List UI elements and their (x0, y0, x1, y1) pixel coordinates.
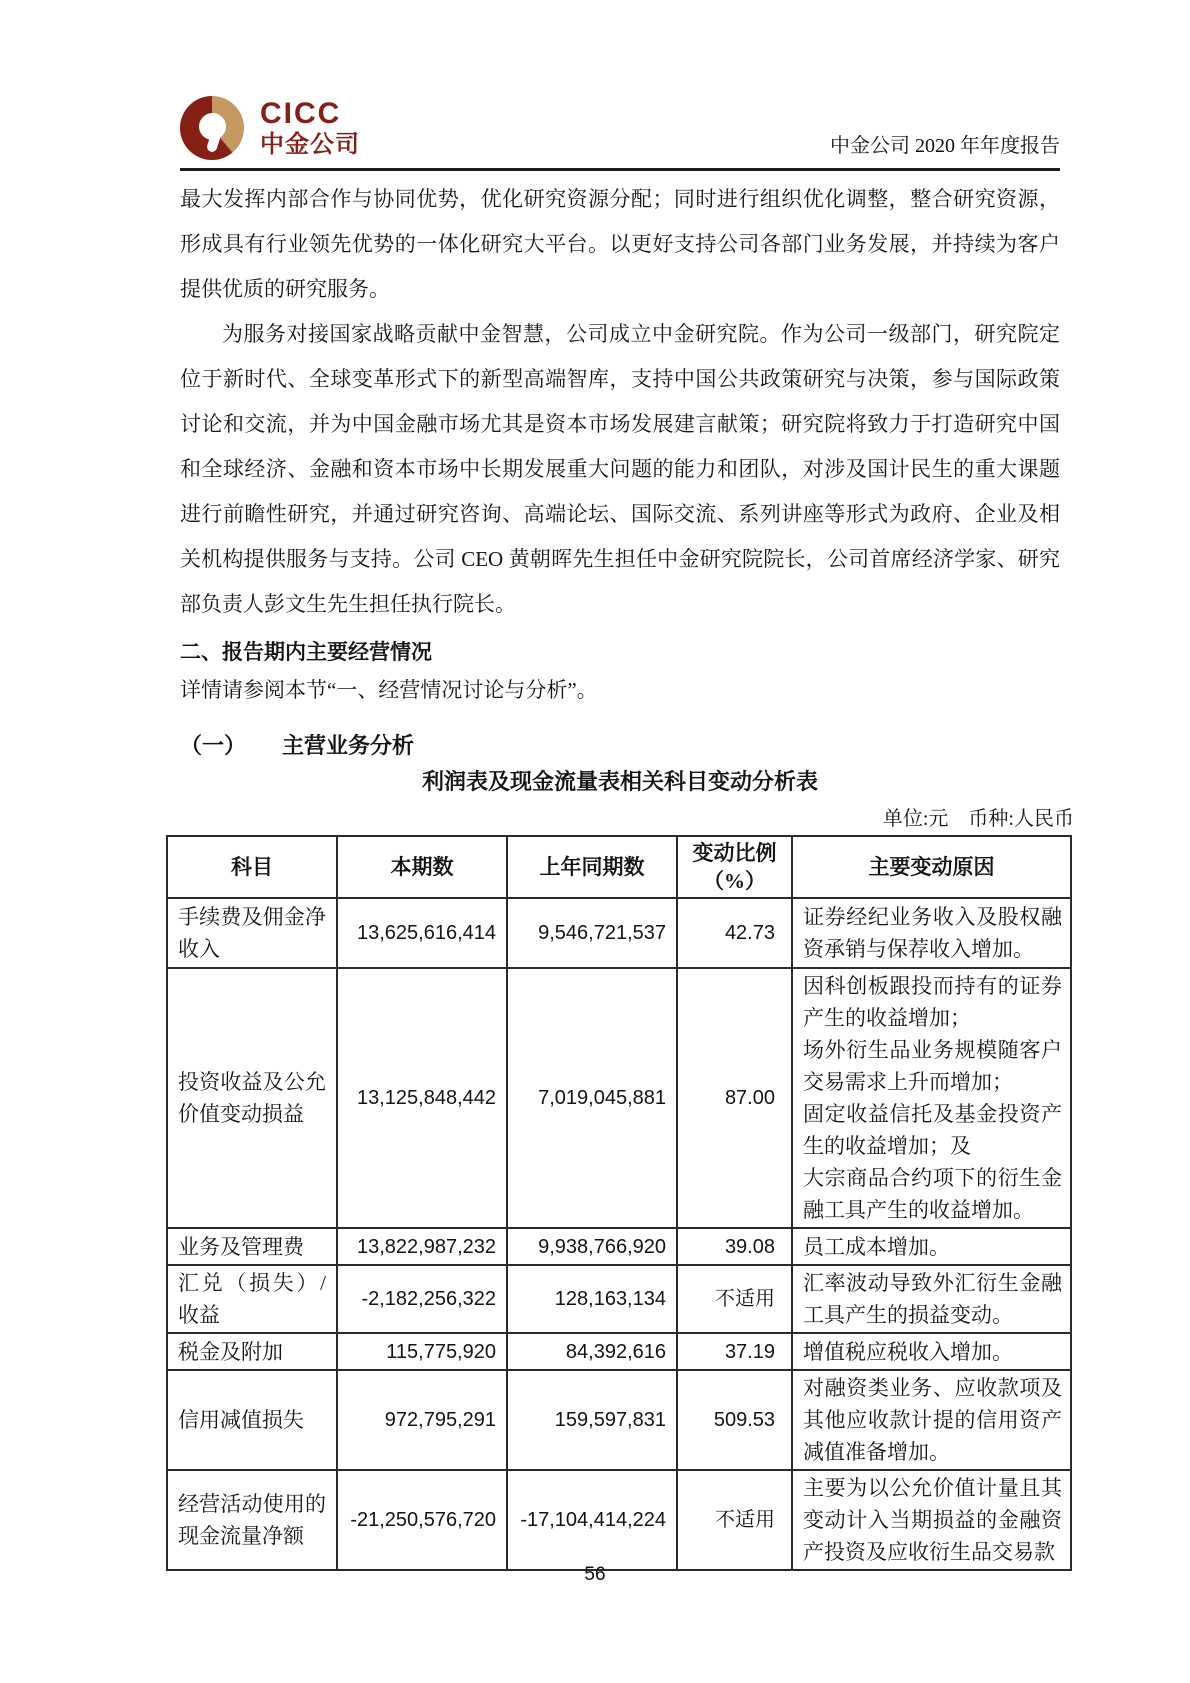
cicc-logo-icon (180, 96, 244, 160)
reason-line: 大宗商品合约项下的衍生金融工具产生的收益增加。 (803, 1166, 1062, 1222)
cicc-logo-text (260, 99, 360, 157)
reason-line: 主要为以公允价值计量且其变动计入当期损益的金融资产投资及应收衍生品交易款 (803, 1476, 1062, 1564)
cell-change: 509.53 (677, 1370, 792, 1470)
paragraph-cicc-research-institute: 为服务对接国家战略贡献中金智慧，公司成立中金研究院。作为公司一级部门，研究院定位于新时代、全球变革形式下的新型高端智库，支持中国公共政策研究与决策，参与国际政策讨论和交流，并为中国金融市场尤其是资本市场发展建言献策；研究院将致力于打造研究中国和全球经济、金融和资本市场中长期发展重大问题的能力和团队，对涉及国计民生的重大课题进行前瞻性研究，并通过研究咨询、高端论坛、国际交流、系列讲座等形式为政府、企业及相关机构提供服务与支持。公司 CEO 黄朝晖先生担任中金研究院院长，公司首席经济学家、研究部负责人彭文生先生担任执行院长。 (180, 322, 1060, 616)
table-row (167, 968, 1071, 1228)
cell-reason (792, 1265, 1071, 1333)
logo-text-cn: 中金公司 (260, 131, 360, 158)
col-header-item: 科目 (167, 836, 337, 898)
analysis-table-wrap (166, 835, 1060, 1571)
cell-reason (792, 1370, 1071, 1470)
section-note: 详情请参阅本节“一、经营情况讨论与分析”。 (180, 678, 598, 702)
cell-item: 信用减值损失 (167, 1370, 337, 1470)
reason-line: 证券经纪业务收入及股权融资承销与保荐收入增加。 (803, 905, 1062, 961)
page-header (180, 86, 1060, 160)
cell-current: 115,775,920 (337, 1333, 507, 1370)
table-row (167, 1470, 1071, 1570)
reason-line: 固定收益信托及基金投资产生的收益增加；及 (803, 1102, 1062, 1158)
logo-text-en: CICC (260, 97, 342, 130)
cell-prior: 7,019,045,881 (507, 968, 677, 1228)
header-rule (180, 168, 1060, 171)
cell-item: 汇兑（损失）/收益 (167, 1265, 337, 1333)
col-header-current: 本期数 (337, 836, 507, 898)
analysis-table (166, 835, 1072, 1571)
cell-item: 投资收益及公允价值变动损益 (167, 968, 337, 1228)
cell-reason (792, 1228, 1071, 1265)
cell-reason (792, 968, 1071, 1228)
cell-reason (792, 1333, 1071, 1370)
table-row (167, 1333, 1071, 1370)
paragraph-research-platform: 最大发挥内部合作与协同优势，优化研究资源分配；同时进行组织优化调整，整合研究资源，形成具有行业领先优势的一体化研究大平台。以更好支持公司各部门业务发展，并持续为客户提供优质的研究服务。 (180, 187, 1060, 301)
cell-current: 972,795,291 (337, 1370, 507, 1470)
cell-change: 87.00 (677, 968, 792, 1228)
cell-item: 经营活动使用的现金流量净额 (167, 1470, 337, 1570)
page-number: 56 (584, 1564, 606, 1585)
reason-line: 汇率波动导致外汇衍生金融工具产生的损益变动。 (803, 1271, 1062, 1327)
cell-change: 42.73 (677, 898, 792, 968)
cell-reason (792, 1470, 1071, 1570)
cell-change: 37.19 (677, 1333, 792, 1370)
reason-line: 对融资类业务、应收款项及其他应收款计提的信用资产减值准备增加。 (803, 1376, 1062, 1464)
table-row (167, 898, 1071, 968)
col-header-change-line2: （%） (703, 869, 766, 893)
cell-prior: 159,597,831 (507, 1370, 677, 1470)
reason-line: 员工成本增加。 (803, 1234, 950, 1259)
cell-prior: 9,938,766,920 (507, 1228, 677, 1265)
cell-current: 13,125,848,442 (337, 968, 507, 1228)
section-heading: 二、报告期内主要经营情况 (180, 640, 432, 664)
col-header-prior: 上年同期数 (507, 836, 677, 898)
sub-heading-label: 主营业务分析 (282, 733, 415, 758)
cell-item: 手续费及佣金净收入 (167, 898, 337, 968)
cicc-logo (180, 96, 360, 160)
cell-prior: 84,392,616 (507, 1333, 677, 1370)
cell-current: -21,250,576,720 (337, 1470, 507, 1570)
cell-item: 税金及附加 (167, 1333, 337, 1370)
cell-prior: 9,546,721,537 (507, 898, 677, 968)
cell-prior: -17,104,414,224 (507, 1470, 677, 1570)
cell-current: 13,822,987,232 (337, 1228, 507, 1265)
col-header-change-line1: 变动比例 (692, 841, 777, 865)
cell-item: 业务及管理费 (167, 1228, 337, 1265)
cell-current: -2,182,256,322 (337, 1265, 507, 1333)
cell-reason (792, 898, 1071, 968)
unit-note: 单位:元 币种:人民币 (882, 808, 1074, 830)
cell-change: 不适用 (677, 1265, 792, 1333)
reason-line: 场外衍生品业务规模随客户交易需求上升而增加； (803, 1038, 1062, 1094)
reason-line: 因科创板跟投而持有的证券产生的收益增加； (803, 974, 1062, 1030)
table-title: 利润表及现金流量表相关科目变动分析表 (421, 769, 818, 794)
cell-change: 不适用 (677, 1470, 792, 1570)
table-row (167, 1265, 1071, 1333)
cell-prior: 128,163,134 (507, 1265, 677, 1333)
report-title: 中金公司 2020 年年度报告 (830, 135, 1060, 157)
col-header-change (677, 836, 792, 898)
table-header-row (167, 836, 1071, 898)
table-row (167, 1370, 1071, 1470)
reason-line: 增值税应税收入增加。 (803, 1339, 1013, 1364)
sub-heading-number: （一） (180, 733, 247, 758)
sub-heading (180, 731, 1060, 761)
table-row (167, 1228, 1071, 1265)
cell-current: 13,625,616,414 (337, 898, 507, 968)
cell-change: 39.08 (677, 1228, 792, 1265)
col-header-reason: 主要变动原因 (792, 836, 1071, 898)
